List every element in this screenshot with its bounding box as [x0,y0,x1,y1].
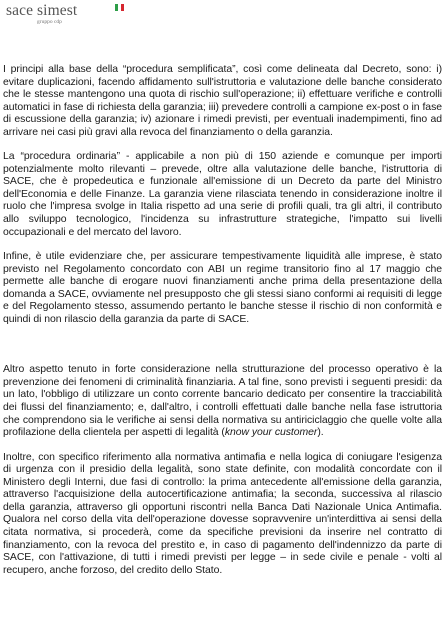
paragraph-criminalita-finanziaria [3,364,442,439]
paragraph-regime-transitorio: Infine, è utile evidenziare che, per assicurare tempestivamente liquidità alle imprese, è stato previsto nel Regolamento concordato con ABI un regime transitorio fino al 17 maggio che permette alle banche di erogare nuovi finanziamenti anche prima della presentazione della domanda a SACE, ovviamente nel presupposto che gli stessi siano conformi ai requisiti di legge e del Regolamento stesso, assumendo pertanto le banche stesse il rischio di non conformità e quindi di non rilascio della garanzia da parte di SACE. [3,251,442,325]
italian-flag-icon [115,4,124,11]
paragraph-antimafia: Inoltre, con specifico riferimento alla normativa antimafia e nella logica di coniugare l'esigenza di urgenza con il presidio della legalità, sono state definite, con modalità concordate con il Ministero degli Interni, due fasi di controllo: la prima antecedente all'emissione della garanzia, attraverso l'acquisizione della autocertificazione antimafia; la seconda, successiva al rilascio della garanzia, attraverso gli opportuni riscontri nella Banca Dati Nazionale Unica Antimafia. Qualora nel corso della vita dell'operazione dovesse sopravvenire un'interdittiva ai sensi della citata normativa, si procederà, come da specifiche previsioni da inserire nel contratto di finanziamento, con la revoca del prestito e, in caso di pagamento dell'indennizzo da parte di SACE, con l'attivazione, di tutti i rimedi previsti per legge – in sede civile e penale - volti al recupero, anche forzoso, del credito dello Stato. [3,451,442,576]
paragraph-text: Altro aspetto tenuto in forte considerazione nella strutturazione del processo operativo è la prevenzione dei fenomeni di criminalità finanziaria. A tal fine, sono previsti i seguenti presidi: da un lato, l'obbligo di utilizzare un conto corrente bancario dedicato per consentire la tracciabilità dei flussi del finanziamento; e, dall'altro, i controlli effettuati dalle banche nella fase istruttoria che comprendono sia le verifiche ai sensi della normativa su antiriciclaggio che quelle volte alla profilazione della clientela per aspetti di legalità ( [3,364,442,439]
paragraph-text-end: ). [317,427,324,439]
document-body [3,64,442,577]
flag-stripe-red [121,4,124,11]
paragraph-procedura-ordinaria: La “procedura ordinaria” - applicabile a non più di 150 aziende e comunque per importi potenzialmente molto rilevanti – prevede, oltre alla valutazione delle banche, l'istruttoria di SACE, che è propedeutica e funzionale all'emissione di un Decreto da parte del Ministro dell'Economia e delle Finanze. La garanzia viene rilasciata tenendo in considerazione inoltre il ruolo che l'impresa svolge in Italia rispetto ad una serie di profili quali, tra gli altri, il contributo allo sviluppo tecnologico, l'incidenza su infrastrutture strategiche, l'impatto sui livelli occupazionali e del mercato del lavoro. [3,151,442,238]
logo [6,3,136,29]
emphasis-know-your-customer: know your customer [224,427,318,439]
brand-subtitle: gruppo cdp [37,19,62,25]
brand-name: sace simest [6,2,78,19]
paragraph-procedura-semplificata: I principi alla base della “procedura semplificata”, così come delineata dal Decreto, sono: i) evitare duplicazioni, facendo affidamento sull'istruttoria e valutazione delle banche considerato che le stesse mantengono una quota di rischio sull'operazione; ii) effettuare verifiche e controlli automatici in fase di richiesta della garanzia; iii) prevedere controlli a campione ex-post o in fase di escussione della garanzia; iv) azionare i rimedi previsti, per eventuali inadempimenti, fino ad arrivare nei casi più gravi alla revoca del finanziamento o della garanzia. [3,64,442,138]
